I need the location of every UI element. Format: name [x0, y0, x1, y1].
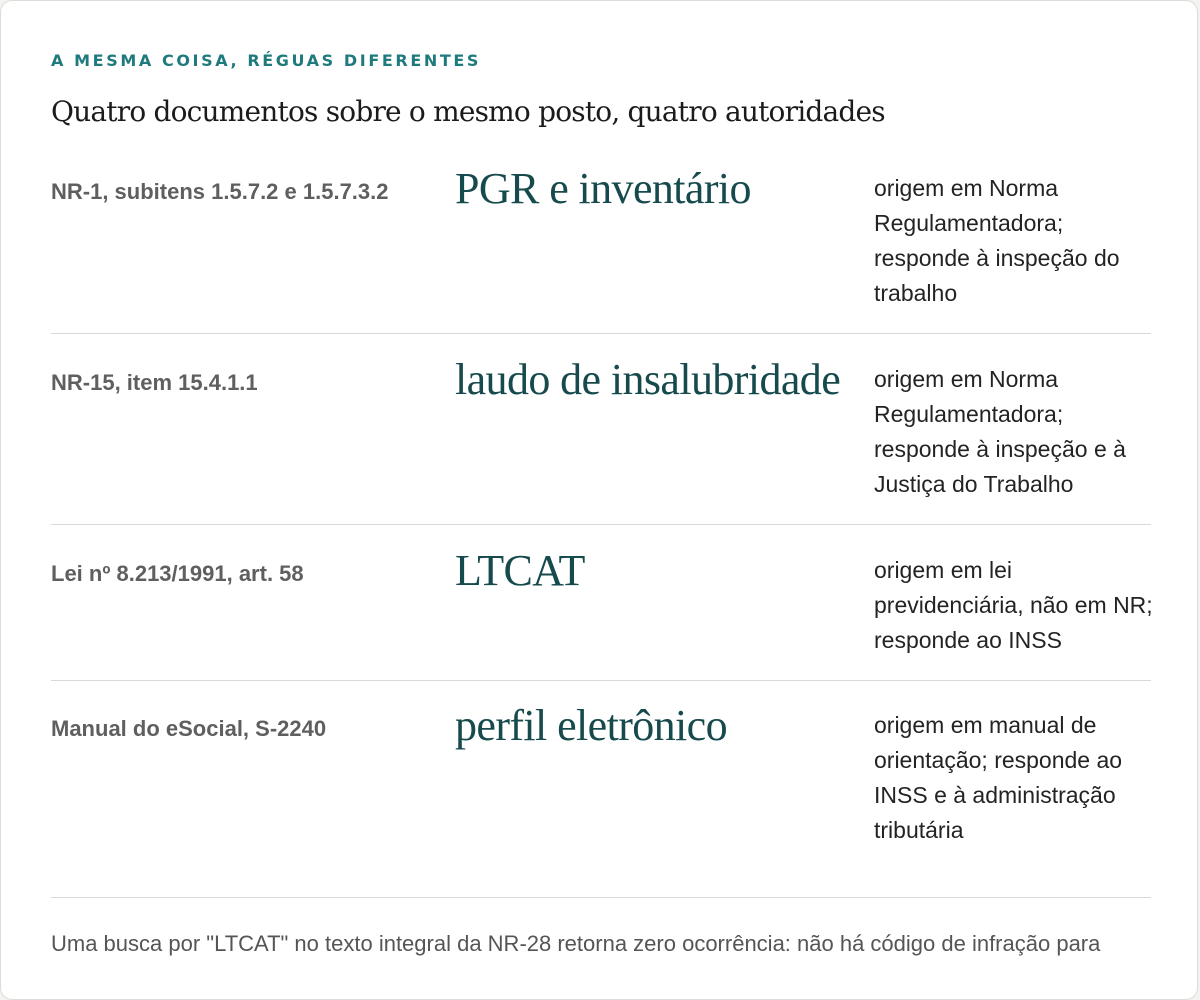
document-description: origem em manual de orientação; responde ao INSS e à administração tributária	[874, 712, 1123, 843]
row-divider	[51, 524, 1151, 525]
document-row	[51, 163, 1151, 333]
document-term: LTCAT	[455, 546, 585, 595]
document-description: origem em lei previdenciária, não em NR; responde ao INSS	[874, 557, 1153, 653]
document-description: origem em Norma Regulamentadora; responde à inspeção e à Justiça do Trabalho	[874, 366, 1126, 497]
section-heading: Quatro documentos sobre o mesmo posto, quatro autoridades	[51, 95, 885, 128]
document-row	[51, 545, 1151, 680]
document-reference: NR-15, item 15.4.1.1	[51, 370, 258, 395]
section-eyebrow: A MESMA COISA, RÉGUAS DIFERENTES	[51, 51, 482, 70]
document-row	[51, 700, 1151, 870]
footnote: Uma busca por "LTCAT" no texto integral da NR-28 retorna zero ocorrência: não há código de infração para	[51, 931, 1101, 956]
row-divider	[51, 897, 1151, 898]
document-row	[51, 354, 1151, 524]
document-reference: Lei nº 8.213/1991, art. 58	[51, 561, 304, 586]
document-term: laudo de insalubridade	[455, 355, 841, 404]
document-term: perfil eletrônico	[455, 701, 727, 750]
document-reference: Manual do eSocial, S-2240	[51, 716, 327, 741]
row-divider	[51, 333, 1151, 334]
document-term: PGR e inventário	[455, 164, 751, 213]
document-description: origem em Norma Regulamentadora; responde à inspeção do trabalho	[874, 175, 1120, 306]
row-divider	[51, 680, 1151, 681]
document-reference: NR-1, subitens 1.5.7.2 e 1.5.7.3.2	[51, 179, 389, 204]
